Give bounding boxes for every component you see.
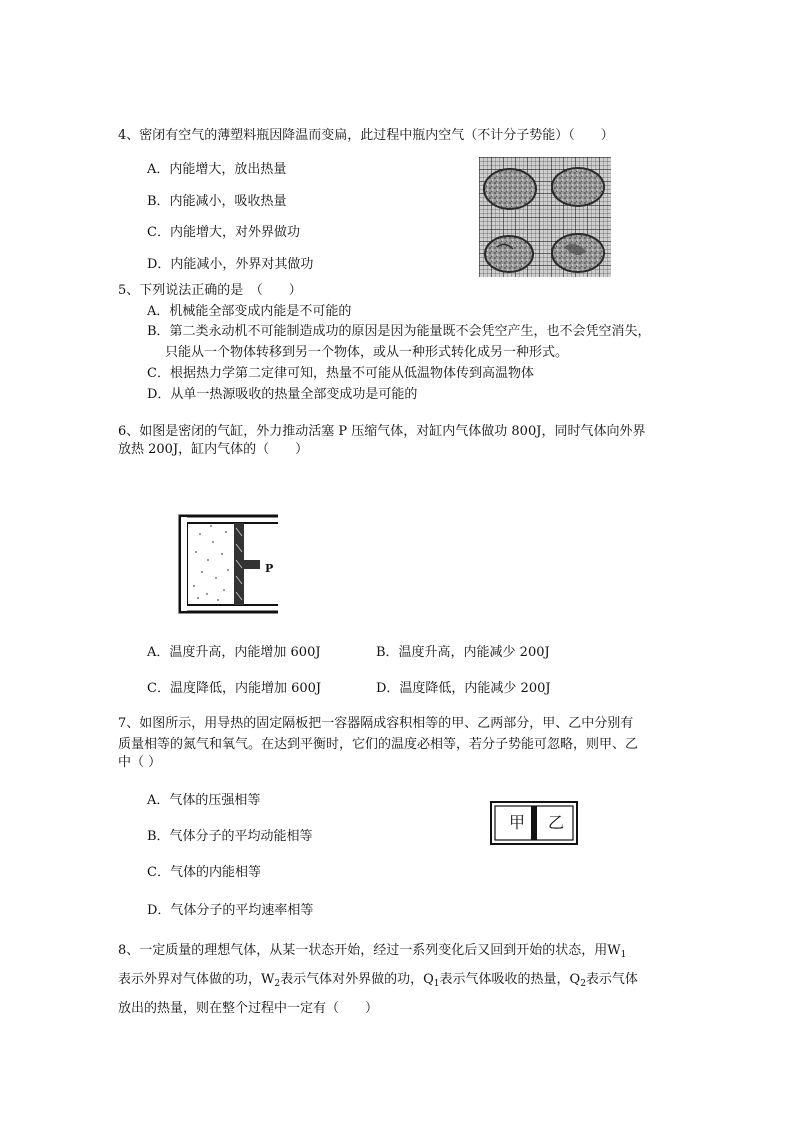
- q8-line3: 放出的热量，则在整个过程中一定有（ ）: [118, 1001, 379, 1016]
- q4-option-d: D．内能减小，外界对其做功: [147, 257, 314, 272]
- q6-stem-line2: 放热 200J，缸内气体的（ ）: [118, 442, 309, 457]
- q5-option-b-cont: 只能从一个物体转移到另一个物体，或从一种形式转化成另一种形式。: [165, 345, 569, 360]
- q7-stem-line3: 中（ ）: [118, 755, 162, 770]
- q7-option-a: A．气体的压强相等: [147, 793, 261, 808]
- container-right-label: 乙: [548, 813, 565, 832]
- q5-option-a: A．机械能全部变成内能是不可能的: [147, 304, 352, 319]
- q6-option-d: D．温度降低，内能减少 200J: [376, 681, 551, 696]
- q7-stem-line2: 质量相等的氮气和氧气。在达到平衡时，它们的温度必相等，若分子势能可忽略，则甲、乙: [118, 737, 639, 752]
- q5-option-d: D．从单一热源吸收的热量全部变成功是可能的: [147, 387, 418, 402]
- q7-stem-line1: 7、如图所示，用导热的固定隔板把一容器隔成容积相等的甲、乙两部分，甲、乙中分别有: [118, 716, 634, 731]
- container-left-label: 甲: [509, 813, 526, 832]
- piston-label: P: [265, 562, 274, 575]
- container-figure: [490, 801, 578, 845]
- q6-option-b: B．温度升高，内能减少 200J: [376, 645, 550, 660]
- q7-option-d: D．气体分子的平均速率相等: [147, 903, 314, 918]
- q5-stem: 5、下列说法正确的是 （ ）: [118, 283, 302, 298]
- q7-option-b: B．气体分子的平均动能相等: [147, 829, 313, 844]
- q8-line2: 表示外界对气体做的功，$W_2$表示气体对外界做的功，$Q_1$表示气体吸收的热量，$Q_2$表示气体: [118, 972, 638, 989]
- q6-option-a: A．温度升高，内能增加 600J: [147, 645, 321, 660]
- q4-option-c: C．内能增大，对外界做功: [147, 225, 300, 240]
- q5-option-c: C．根据热力学第二定律可知，热量不可能从低温物体传到高温物体: [147, 366, 534, 381]
- q4-option-b: B．内能减小，吸收热量: [147, 194, 287, 209]
- q6-option-c: C．温度降低，内能增加 600J: [147, 681, 322, 696]
- q4-option-a: A．内能增大，放出热量: [147, 162, 287, 177]
- q7-option-c: C．气体的内能相等: [147, 865, 261, 880]
- q4-stem: 4、密闭有空气的薄塑料瓶因降温而变扁，此过程中瓶内空气（不计分子势能）（ ）: [118, 128, 614, 143]
- q8-line1: 8、一定质量的理想气体，从某一状态开始，经过一系列变化后又回到开始的状态，用$W_1$: [118, 943, 627, 960]
- q6-stem-line1: 6、如图是密闭的气缸，外力推动活塞 P 压缩气体，对缸内气体做功 800J，同时气体向外界: [118, 424, 646, 439]
- bottle-grid-photo: [479, 157, 611, 277]
- q5-option-b: B．第二类永动机不可能制造成功的原因是因为能量既不会凭空产生，也不会凭空消失，: [147, 324, 651, 339]
